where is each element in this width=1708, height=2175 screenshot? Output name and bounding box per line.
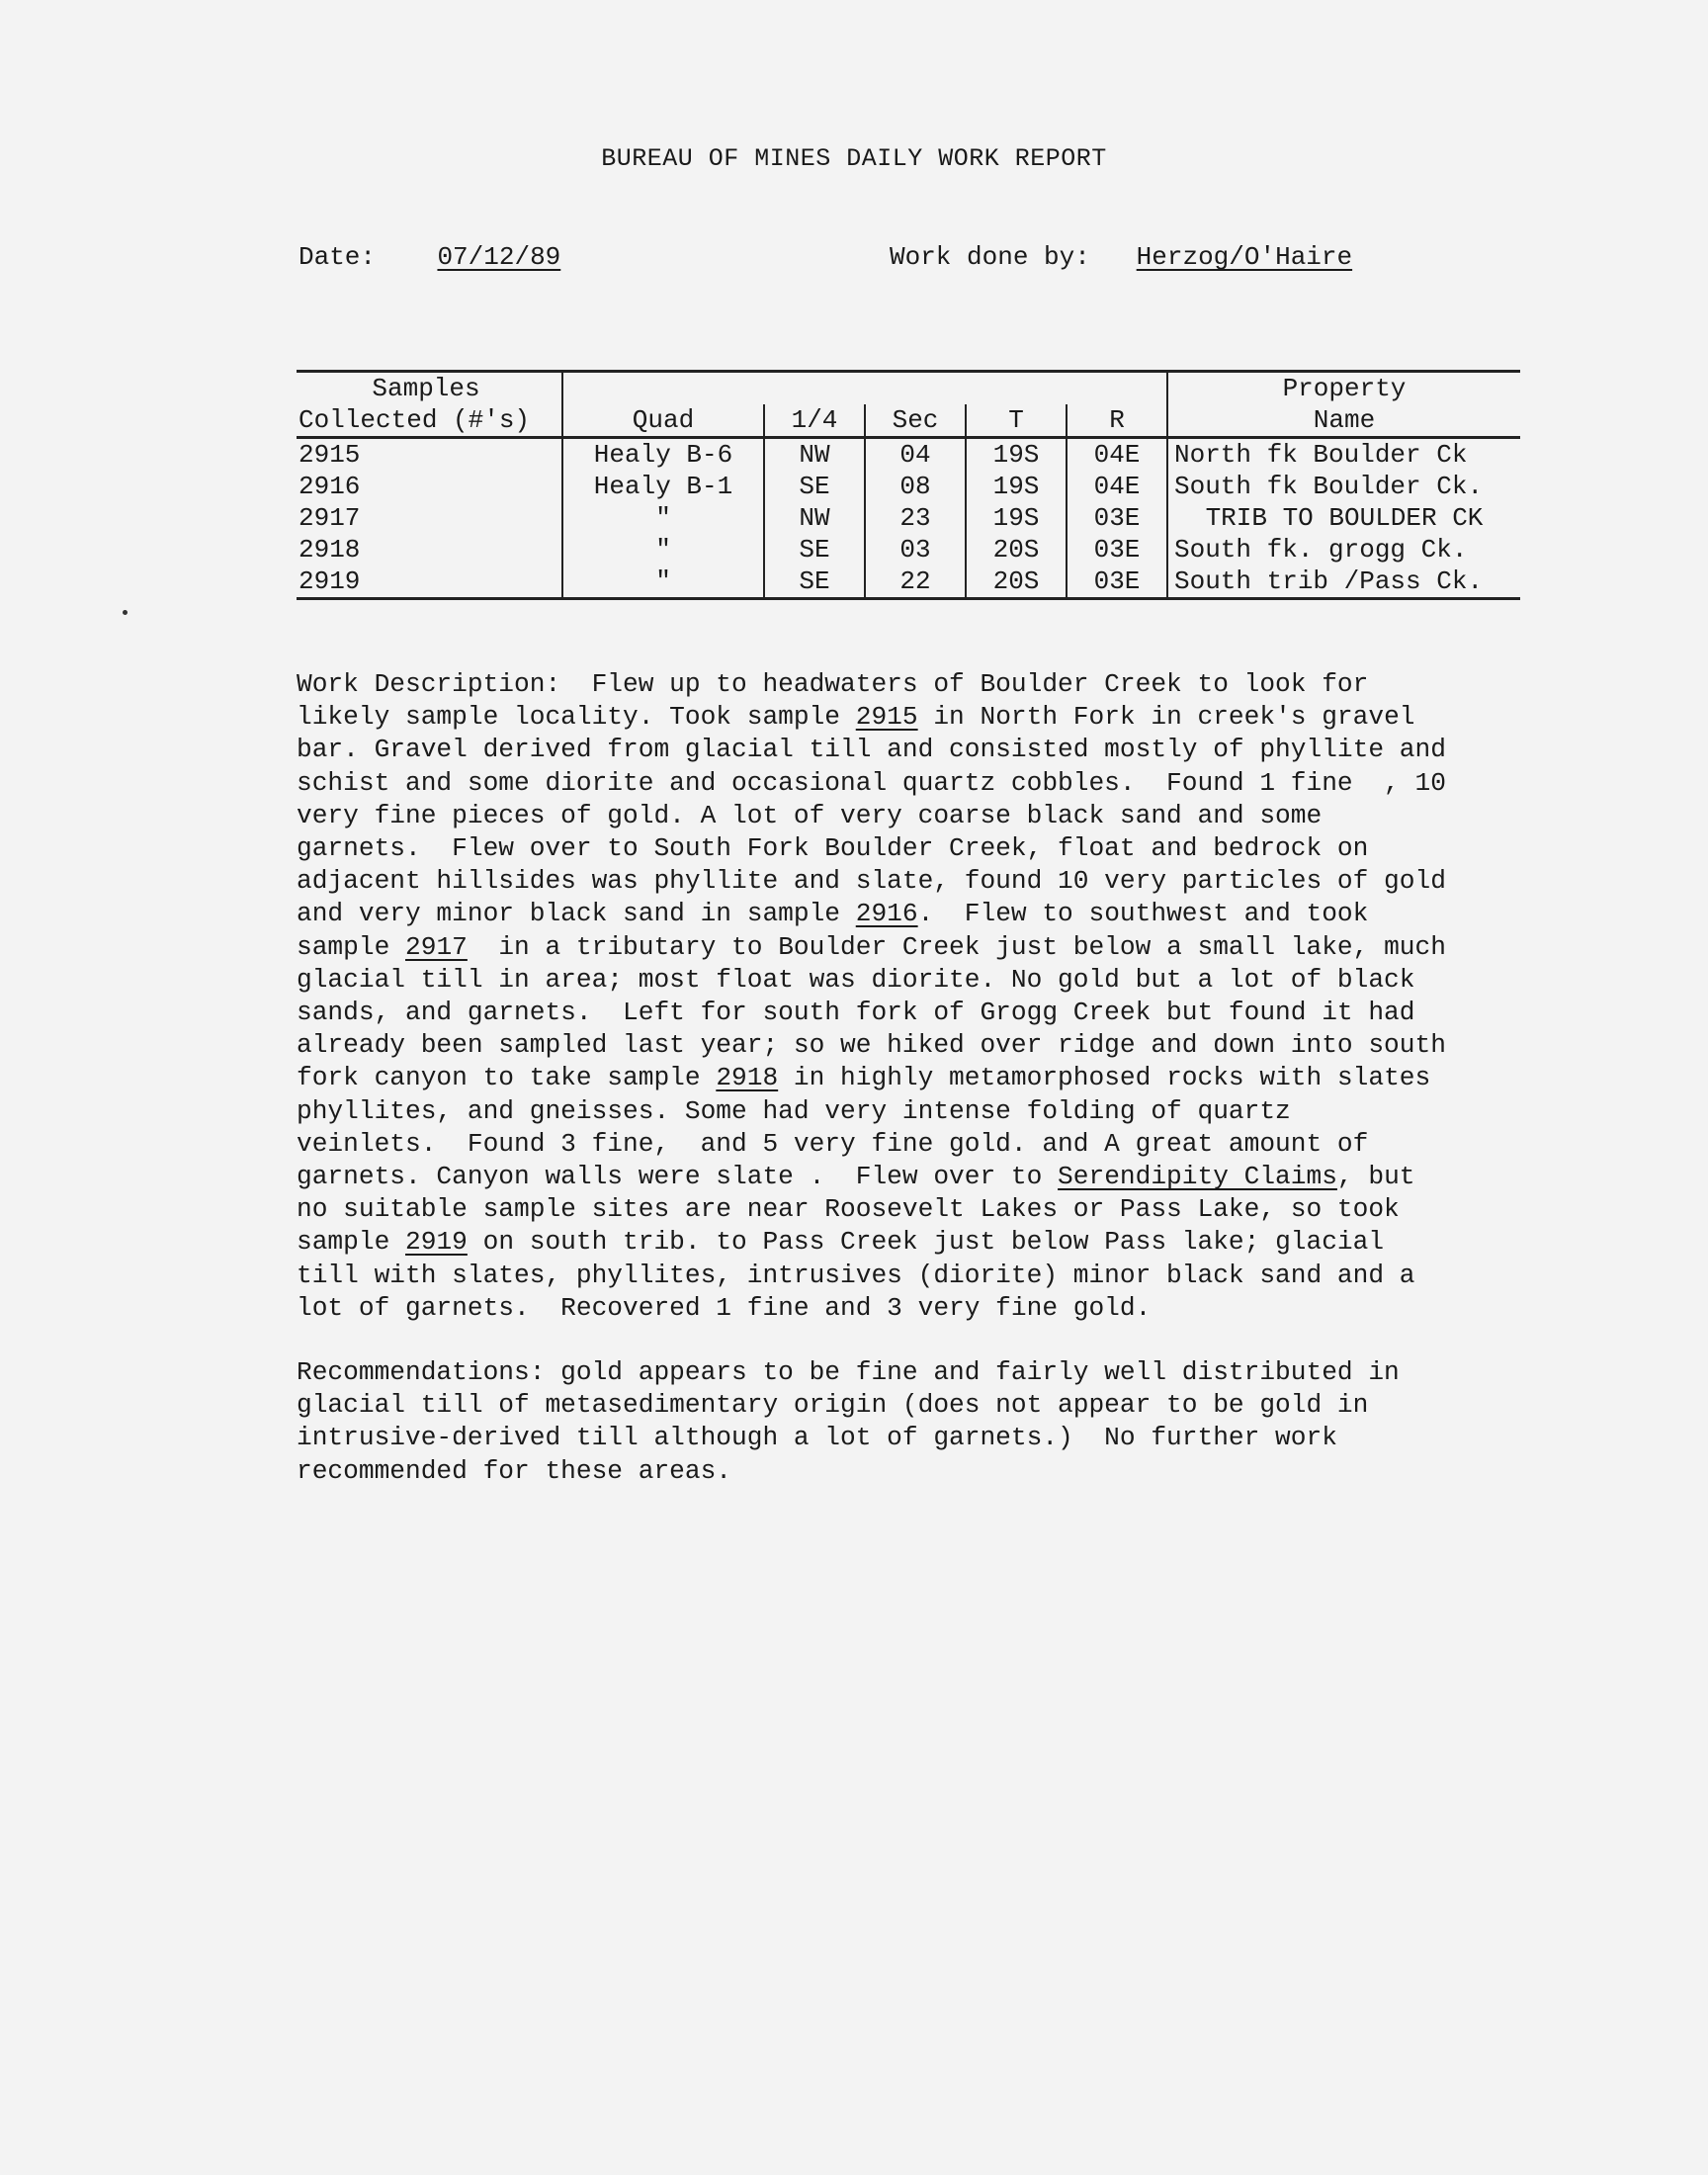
recommendations-line: intrusive-derived till although a lot of garnets.) No further work [297,1423,1337,1453]
work-description-line: likely sample locality. Took sample 2915 in North Fork in creek's gravel [297,702,1415,733]
recommendations-line: Recommendations: gold appears to be fine and fairly well distributed in [297,1357,1400,1387]
work-description-line: schist and some diorite and occasional quartz cobbles. Found 1 fine , 10 [297,767,1446,798]
cell-sec: 08 [865,471,966,502]
header-samples-line2: Collected (#'s) [297,404,562,438]
sample-number-ref: 2916 [855,899,918,929]
cell-property: North fk Boulder Ck [1167,438,1520,472]
work-done-by-line [890,242,1352,272]
work-description-line: no suitable sample sites are near Roosevelt Lakes or Pass Lake, so took [297,1194,1400,1225]
work-description-line: Work Description: Flew up to headwaters of Boulder Creek to look for [297,669,1369,699]
cell-quarter: NW [764,438,865,472]
cell-r: 04E [1067,438,1167,472]
cell-quarter: NW [764,502,865,534]
header-quad: Quad [562,404,764,438]
cell-sample: 2919 [297,566,562,599]
cell-r: 03E [1067,502,1167,534]
work-description-line: sample 2919 on south trib. to Pass Creek just below Pass lake; glacial [297,1227,1385,1258]
work-description [297,668,1542,1325]
cell-sec: 22 [865,566,966,599]
cell-quad: " [562,566,764,599]
cell-sec: 23 [865,502,966,534]
sample-number-ref: 2917 [405,931,468,962]
table-row [297,566,1520,599]
cell-sample: 2917 [299,503,361,533]
cell-t: 20S [966,534,1067,566]
cell-quad: Healy B-1 [562,471,764,502]
cell-sample: 2918 [299,535,361,565]
date-value: 07/12/89 [437,242,561,272]
header-t: T [966,404,1067,438]
date-line [299,242,560,272]
sample-number-ref: 2915 [855,702,918,733]
cell-r: 04E [1067,471,1167,502]
cell-t: 20S [966,566,1067,599]
work-description-line: fork canyon to take sample 2918 in highly metamorphosed rocks with slates [297,1063,1431,1093]
scan-speck [123,610,128,615]
cell-property: South trib /Pass Ck. [1167,566,1520,599]
table-row [297,471,1520,502]
work-description-line: garnets. Flew over to South Fork Boulder Creek, float and bedrock on [297,833,1369,864]
report-title: BUREAU OF MINES DAILY WORK REPORT [601,144,1107,173]
cell-t: 19S [966,471,1067,502]
table-row [297,502,1520,534]
recommendations-line: glacial till of metasedimentary origin (does not appear to be gold in [297,1390,1369,1421]
table-row [297,534,1520,566]
header-sec: Sec [865,404,966,438]
samples-table [297,370,1520,600]
recommendations [297,1356,1542,1488]
cell-sample: 2915 [299,440,361,470]
work-description-line: sands, and garnets. Left for south fork of Grogg Creek but found it had [297,998,1415,1028]
cell-sample: 2916 [299,472,361,501]
cell-quarter: SE [764,534,865,566]
header-r: R [1067,404,1167,438]
work-description-line: and very minor black sand in sample 2916. Flew to southwest and took [297,899,1369,929]
work-description-line: phyllites, and gneisses. Some had very intense folding of quartz [297,1095,1291,1126]
recommendations-line: recommended for these areas. [297,1455,732,1486]
cell-quad: " [562,502,764,534]
work-description-line: already been sampled last year; so we hiked over ridge and down into south [297,1030,1446,1061]
cell-quad: Healy B-6 [562,438,764,472]
work-description-line: sample 2917 in a tributary to Boulder Creek just below a small lake, much [297,931,1446,962]
sample-number-ref: 2918 [716,1063,779,1093]
work-description-line: bar. Gravel derived from glacial till and consisted mostly of phyllite and [297,735,1446,765]
cell-property: South fk Boulder Ck. [1167,471,1520,502]
work-description-line: veinlets. Found 3 fine, and 5 very fine gold. and A great amount of [297,1128,1369,1159]
work-description-line: glacial till in area; most float was diorite. No gold but a lot of black [297,964,1415,995]
work-description-line: garnets. Canyon walls were slate . Flew over to Serendipity Claims, but [297,1162,1415,1192]
cell-quad: " [562,534,764,566]
cell-property: South fk. grogg Ck. [1167,534,1520,566]
cell-t: 19S [966,502,1067,534]
work-done-by-label: Work done by: [890,242,1090,272]
cell-sec: 03 [865,534,966,566]
header-property-line1: Property [1167,372,1520,405]
work-description-line: lot of garnets. Recovered 1 fine and 3 very fine gold. [297,1292,1152,1323]
claims-name-ref: Serendipity Claims [1058,1162,1337,1192]
work-description-label: Work Description: [297,669,561,699]
work-description-line: very fine pieces of gold. A lot of very coarse black sand and some [297,800,1323,830]
cell-property: TRIB TO BOULDER CK [1167,502,1520,534]
cell-sec: 04 [865,438,966,472]
date-label: Date: [299,242,377,272]
work-description-line: adjacent hillsides was phyllite and slate, found 10 very particles of gold [297,866,1446,897]
header-property-line2: Name [1167,404,1520,438]
table-header-row-2 [297,404,1520,438]
cell-r: 03E [1067,566,1167,599]
sample-number-ref: 2919 [405,1227,468,1258]
header-quarter: 1/4 [764,404,865,438]
cell-quarter: SE [764,566,865,599]
work-description-line: till with slates, phyllites, intrusives (diorite) minor black sand and a [297,1260,1415,1290]
cell-quarter: SE [764,471,865,502]
table-row [297,438,1520,472]
cell-r: 03E [1067,534,1167,566]
header-samples-line1: Samples [297,372,562,405]
work-done-by-value: Herzog/O'Haire [1136,242,1353,272]
table-header-row-1 [297,372,1520,405]
cell-t: 19S [966,438,1067,472]
